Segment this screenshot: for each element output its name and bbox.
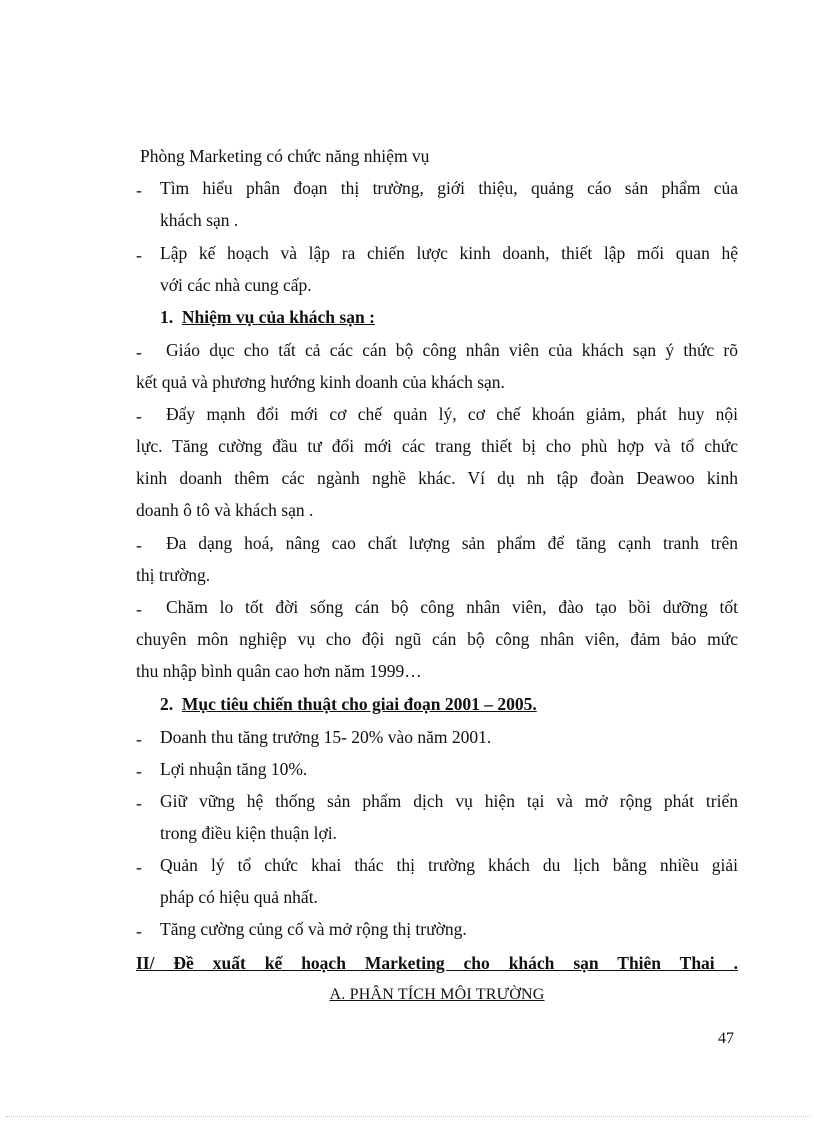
- part2-subtitle: A. PHÂN TÍCH MÔI TRƯỜNG: [329, 986, 545, 1003]
- bullet-dash: -: [136, 761, 142, 781]
- item-first-line: Đa dạng hoá, nâng cao chất lượng sản phẩm để tăng cạnh tranh trên: [166, 533, 738, 553]
- section1-heading: [160, 307, 375, 328]
- page-number: 47: [718, 1030, 734, 1047]
- duty-line: Lập kế hoạch và lập ra chiến lược kinh doanh, thiết lập mối quan hệ: [160, 243, 738, 263]
- bullet-dash: -: [136, 342, 142, 362]
- section2-heading: [160, 694, 537, 715]
- item-line: trong điều kiện thuận lợi.: [160, 823, 337, 843]
- bullet-dash: -: [136, 793, 142, 813]
- item-line: Doanh thu tăng trưởng 15- 20% vào năm 2001.: [160, 727, 492, 747]
- bullet-dash: -: [136, 857, 142, 877]
- item-first-line: Đẩy mạnh đổi mới cơ chế quản lý, cơ chế khoán giảm, phát huy nội: [166, 404, 738, 424]
- item-line: Giữ vững hệ thống sản phẩm dịch vụ hiện tại và mở rộng phát triển: [160, 791, 738, 811]
- duty-line: khách sạn .: [160, 210, 239, 230]
- bullet-dash: -: [136, 535, 142, 555]
- item-line: lực. Tăng cường đầu tư đổi mới các trang thiết bị cho phù hợp và tổ chức: [136, 436, 738, 456]
- item-line: Lợi nhuận tăng 10%.: [160, 759, 308, 779]
- item-first-line: Giáo dục cho tất cả các cán bộ công nhân viên của khách sạn ý thức rõ: [166, 340, 738, 360]
- page-border: [6, 0, 810, 1117]
- item-line: kinh doanh thêm các ngành nghề khác. Ví dụ nh tập đoàn Deawoo kinh: [136, 468, 738, 488]
- item-line: kết quả và phương hướng kinh doanh của khách sạn.: [136, 372, 505, 392]
- item-line: Quản lý tổ chức khai thác thị trường khách du lịch bằng nhiều giải: [160, 855, 738, 875]
- bullet-dash: -: [136, 599, 142, 619]
- item-first-line: Chăm lo tốt đời sống cán bộ công nhân viên, đào tạo bồi dưỡng tốt: [166, 597, 738, 617]
- section2-number: 2.: [160, 694, 174, 714]
- item-line: pháp có hiệu quả nhất.: [160, 887, 318, 907]
- duty-line: Tìm hiểu phân đoạn thị trường, giới thiệu, quảng cáo sản phẩm của: [160, 178, 738, 198]
- section1-title: Nhiệm vụ của khách sạn :: [181, 307, 375, 327]
- item-line: thu nhập bình quân cao hơn năm 1999…: [136, 661, 422, 681]
- part2-title: II/ Đề xuất kế hoạch Marketing cho khách sạn Thiên Thai .: [136, 953, 738, 973]
- section1-number: 1.: [160, 307, 174, 327]
- duty-line: với các nhà cung cấp.: [160, 275, 312, 295]
- item-line: doanh ô tô và khách sạn .: [136, 500, 314, 520]
- bullet-dash: -: [136, 245, 142, 265]
- item-line: chuyên môn nghiệp vụ cho đội ngũ cán bộ công nhân viên, đảm bảo mức: [136, 629, 738, 649]
- bullet-dash: -: [136, 921, 142, 941]
- intro-line: Phòng Marketing có chức năng nhiệm vụ: [140, 146, 430, 166]
- section2-title: Mục tiêu chiến thuật cho giai đoạn 2001 – 2005.: [181, 694, 537, 714]
- bullet-dash: -: [136, 406, 142, 426]
- bullet-dash: -: [136, 180, 142, 200]
- item-line: thị trường.: [136, 565, 211, 585]
- bullet-dash: -: [136, 729, 142, 749]
- item-line: Tăng cường củng cố và mở rộng thị trường.: [160, 919, 467, 939]
